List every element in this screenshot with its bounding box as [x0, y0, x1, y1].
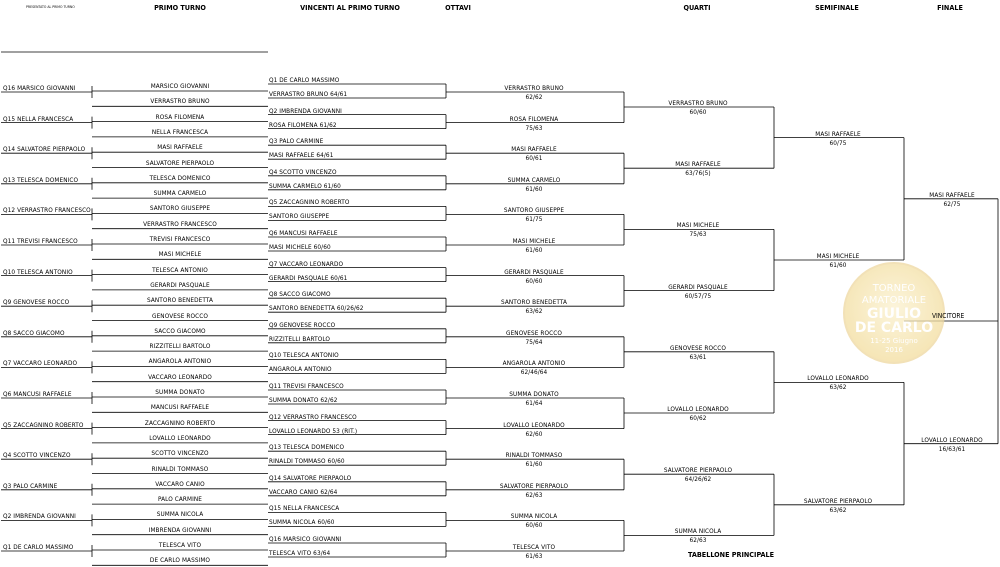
- header-vincenti: VINCENTI AL PRIMO TURNO: [300, 3, 400, 12]
- header-quarti: QUARTI: [683, 3, 711, 12]
- quarti-player: LOVALLO LEONARDO: [667, 405, 729, 413]
- primo-player: GENOVESE ROCCO: [152, 311, 208, 320]
- ottavi-player: LOVALLO LEONARDO: [503, 420, 565, 429]
- vincenti-qualifier: Q10 TELESCA ANTONIO: [269, 351, 339, 360]
- vincenti-qualifier: Q13 TELESCA DOMENICO: [269, 443, 345, 452]
- primo-player: SCOTTO VINCENZO: [151, 449, 209, 458]
- finale-score: 16/63/61: [938, 444, 966, 453]
- vincenti-qualifier: Q16 MARSICO GIOVANNI: [269, 535, 342, 543]
- qualifier-label: Q10 TELESCA ANTONIO: [3, 267, 73, 276]
- ottavi-player: GERARDI PASQUALE: [504, 267, 564, 276]
- tournament-seal: [843, 262, 945, 364]
- qualifier-label: Q9 GENOVESE ROCCO: [3, 298, 70, 307]
- qualifier-label: Q2 IMBRENDA GIOVANNI: [3, 512, 76, 521]
- quarti-player: SUMMA NICOLA: [674, 527, 722, 536]
- ottavi-score: 62/46/64: [520, 368, 548, 377]
- semi-score: 63/62: [829, 505, 847, 514]
- vincenti-winner: SANTORO GIUSEPPE: [269, 212, 330, 221]
- vincenti-winner: GERARDI PASQUALE 60/61: [269, 273, 348, 282]
- vincenti-winner: ANGAROLA ANTONIO: [269, 365, 332, 374]
- primo-player: ZACCAGNINO ROBERTO: [144, 418, 216, 427]
- semi-player: MASI MICHELE: [816, 252, 860, 260]
- primo-player: RIZZITELLI BARTOLO: [149, 342, 211, 351]
- tabellone-title: TABELLONE PRINCIPALE: [688, 550, 775, 559]
- primo-player: MARSICO GIOVANNI: [150, 82, 210, 90]
- vincenti-winner: MASI MICHELE 60/60: [269, 243, 331, 251]
- primo-player: NELLA FRANCESCA: [151, 127, 209, 136]
- qualifier-label: Q1 DE CARLO MASSIMO: [3, 543, 74, 551]
- ottavi-player: ANGAROLA ANTONIO: [502, 359, 566, 368]
- vincenti-qualifier: Q4 SCOTTO VINCENZO: [269, 167, 337, 176]
- primo-player: VACCARO CANIO: [155, 479, 205, 488]
- vincitore-label: VINCITORE: [932, 312, 965, 320]
- primo-player: TELESCA DOMENICO: [149, 173, 211, 182]
- quarti-score: 64/26/62: [684, 475, 712, 484]
- primo-player: GERARDI PASQUALE: [150, 280, 210, 289]
- quarti-player: VERRASTRO BRUNO: [668, 99, 728, 107]
- quarti-score: 60/62: [689, 414, 707, 422]
- qualifier-label: Q5 ZACCAGNINO ROBERTO: [3, 420, 84, 429]
- qualifier-label: Q12 VERRASTRO FRANCESCO: [3, 206, 91, 215]
- quarti-player: GERARDI PASQUALE: [668, 282, 728, 291]
- qualifier-label: Q14 SALVATORE PIERPAOLO: [3, 145, 86, 154]
- quarti-score: 60/60: [689, 108, 707, 116]
- qualifier-label: Q16 MARSICO GIOVANNI: [3, 84, 76, 92]
- header-primo-turno: PRIMO TURNO: [154, 3, 206, 12]
- header-ottavi: OTTAVI: [445, 3, 471, 12]
- primo-player: IMBRENDA GIOVANNI: [148, 525, 212, 534]
- vincenti-winner: TELESCA VITO 63/64: [269, 549, 331, 557]
- header-semifinale: SEMIFINALE: [815, 3, 859, 12]
- header-finale: FINALE: [937, 3, 963, 12]
- ottavi-score: 61/63: [525, 552, 543, 560]
- qualifier-label: Q4 SCOTTO VINCENZO: [3, 451, 71, 460]
- ottavi-score: 61/75: [525, 215, 543, 224]
- ottavi-score: 61/60: [525, 184, 543, 193]
- vincenti-qualifier: Q7 VACCARO LEONARDO: [269, 259, 344, 268]
- vincenti-winner: SUMMA CARMELO 61/60: [269, 181, 341, 190]
- primo-player: SALVATORE PIERPAOLO: [145, 158, 215, 167]
- vincenti-qualifier: Q1 DE CARLO MASSIMO: [269, 76, 340, 84]
- semi-score: 61/60: [829, 261, 847, 269]
- semi-player: MASI RAFFAELE: [815, 129, 861, 138]
- ottavi-player: MASI RAFFAELE: [511, 145, 557, 154]
- primo-player: ROSA FILOMENA: [155, 112, 205, 121]
- ottavi-score: 61/64: [525, 399, 543, 407]
- ottavi-score: 60/61: [525, 154, 543, 163]
- vincenti-qualifier: Q12 VERRASTRO FRANCESCO: [269, 412, 357, 421]
- vincenti-winner: VERRASTRO BRUNO 64/61: [269, 90, 348, 98]
- finale-player: MASI RAFFAELE: [929, 190, 975, 199]
- vincenti-winner: SANTORO BENEDETTA 60/26/62: [269, 304, 364, 313]
- ottavi-score: 75/63: [525, 123, 543, 132]
- qualifier-label: Q6 MANCUSI RAFFAELE: [3, 390, 72, 398]
- qualifier-label: Q11 TREVISI FRANCESCO: [3, 237, 78, 245]
- vincenti-qualifier: Q15 NELLA FRANCESCA: [269, 504, 340, 513]
- seal-line-2: AMATORIALE: [861, 295, 927, 306]
- ottavi-score: 60/60: [525, 521, 543, 530]
- finale-player: LOVALLO LEONARDO: [921, 435, 983, 444]
- primo-player: DE CARLO MASSIMO: [149, 556, 211, 565]
- primo-player: TELESCA VITO: [158, 541, 202, 549]
- vincenti-winner: ROSA FILOMENA 61/62: [269, 120, 337, 129]
- ottavi-player: SALVATORE PIERPAOLO: [499, 481, 569, 490]
- primo-player: SANTORO GIUSEPPE: [149, 204, 211, 213]
- quarti-score: 63/76(5): [685, 169, 711, 178]
- primo-player: PALO CARMINE: [157, 495, 203, 504]
- primo-player: LOVALLO LEONARDO: [149, 433, 211, 442]
- seal-line-6: 2016: [885, 346, 903, 354]
- vincenti-qualifier: Q14 SALVATORE PIERPAOLO: [269, 473, 352, 482]
- ottavi-player: SUMMA DONATO: [509, 390, 559, 398]
- vincenti-winner: VACCARO CANIO 62/64: [269, 487, 338, 496]
- quarti-score: 63/61: [689, 352, 707, 361]
- vincenti-qualifier: Q6 MANCUSI RAFFAELE: [269, 229, 338, 237]
- vincenti-qualifier: Q8 SACCO GIACOMO: [269, 290, 331, 299]
- ottavi-player: TELESCA VITO: [512, 543, 556, 551]
- ottavi-score: 60/60: [525, 276, 543, 285]
- primo-player: VACCARO LEONARDO: [148, 372, 212, 381]
- primo-player: VERRASTRO FRANCESCO: [143, 219, 217, 228]
- ottavi-score: 61/60: [525, 460, 543, 469]
- quarti-score: 62/63: [689, 536, 707, 545]
- primo-player: TELESCA ANTONIO: [152, 265, 208, 274]
- ottavi-score: 75/64: [525, 337, 543, 346]
- quarti-player: GENOVESE ROCCO: [670, 343, 726, 352]
- vincenti-winner: RINALDI TOMMASO 60/60: [269, 457, 345, 466]
- primo-player: SUMMA DONATO: [155, 388, 205, 396]
- vincenti-winner: LOVALLO LEONARDO 53 (RIT.): [269, 426, 358, 435]
- quarti-player: SALVATORE PIERPAOLO: [663, 466, 733, 475]
- vincenti-qualifier: Q9 GENOVESE ROCCO: [269, 320, 336, 329]
- vincenti-winner: RIZZITELLI BARTOLO: [269, 334, 331, 343]
- ottavi-score: 62/63: [525, 490, 543, 499]
- ottavi-player: SANTORO BENEDETTA: [501, 298, 567, 307]
- ottavi-score: 63/62: [525, 307, 543, 316]
- qualifier-label: Q3 PALO CARMINE: [3, 481, 58, 490]
- ottavi-player: VERRASTRO BRUNO: [504, 84, 564, 92]
- ottavi-player: SUMMA NICOLA: [510, 512, 558, 521]
- ottavi-player: MASI MICHELE: [512, 237, 556, 245]
- semi-score: 60/75: [829, 138, 847, 147]
- vincenti-qualifier: Q5 ZACCAGNINO ROBERTO: [269, 198, 350, 207]
- primo-player: MANCUSI RAFFAELE: [150, 403, 210, 412]
- ottavi-player: SANTORO GIUSEPPE: [503, 206, 565, 215]
- vincenti-winner: SUMMA NICOLA 60/60: [269, 518, 335, 527]
- qualifier-label: Q15 NELLA FRANCESCA: [3, 114, 74, 123]
- vincenti-qualifier: Q3 PALO CARMINE: [269, 137, 324, 146]
- ottavi-player: SUMMA CARMELO: [507, 175, 561, 184]
- quarti-score: 75/63: [689, 230, 707, 239]
- vincenti-qualifier: Q11 TREVISI FRANCESCO: [269, 382, 344, 390]
- primo-player: SUMMA CARMELO: [153, 189, 207, 198]
- primo-player: VERRASTRO BRUNO: [150, 97, 210, 106]
- semi-player: LOVALLO LEONARDO: [807, 374, 869, 383]
- qualifier-label: Q13 TELESCA DOMENICO: [3, 175, 79, 184]
- quarti-player: MASI RAFFAELE: [675, 160, 721, 169]
- finale-score: 62/75: [943, 199, 961, 208]
- seal-line-5: 11-25 Giugno: [870, 337, 918, 345]
- quarti-player: MASI MICHELE: [676, 221, 720, 230]
- ottavi-player: ROSA FILOMENA: [509, 114, 559, 123]
- qualifier-label: Q7 VACCARO LEONARDO: [3, 359, 78, 368]
- primo-player: SACCO GIACOMO: [154, 326, 206, 335]
- primo-player: MASI RAFFAELE: [157, 143, 203, 152]
- ottavi-score: 62/62: [525, 93, 543, 101]
- primo-player: ANGAROLA ANTONIO: [148, 357, 212, 366]
- seal-line-1: TORNEO: [872, 283, 916, 294]
- vincenti-qualifier: Q2 IMBRENDA GIOVANNI: [269, 106, 342, 115]
- primo-player: TREVISI FRANCESCO: [149, 235, 211, 243]
- primo-player: SANTORO BENEDETTA: [147, 296, 213, 305]
- primo-player: SUMMA NICOLA: [156, 510, 204, 519]
- semi-player: SALVATORE PIERPAOLO: [803, 496, 873, 505]
- qualifier-label: Q8 SACCO GIACOMO: [3, 328, 65, 337]
- ottavi-score: 62/60: [525, 429, 543, 438]
- quarti-score: 60/57/75: [684, 291, 712, 300]
- primo-player: MASI MICHELE: [158, 250, 202, 259]
- semi-score: 63/62: [829, 383, 847, 392]
- ottavi-player: GENOVESE ROCCO: [506, 328, 562, 337]
- primo-player: RINALDI TOMMASO: [151, 464, 209, 473]
- ottavi-player: RINALDI TOMMASO: [505, 451, 563, 460]
- subtitle: PRESENTATO AL PRIMO TURNO: [26, 5, 75, 9]
- ottavi-score: 61/60: [525, 246, 543, 254]
- seal-line-3: GIULIO: [866, 306, 922, 322]
- vincenti-winner: SUMMA DONATO 62/62: [269, 396, 338, 404]
- seal-line-4: DE CARLO: [854, 320, 934, 336]
- vincenti-winner: MASI RAFFAELE 64/61: [269, 151, 334, 160]
